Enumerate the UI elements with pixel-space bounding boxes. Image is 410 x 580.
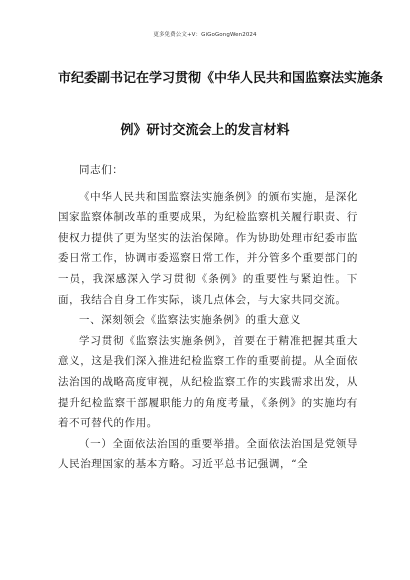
- paragraph-significance: 学习贯彻《监察法实施条例》，首要在于精准把握其重大意义，这是我们深入推进纪检监察工作的重要前提。从全面依法治国的战略高度审视，从纪检监察工作的实践需求出发，从提升纪检监察干部履职能力的角度考量，《条例》的实施均有着不可替代的作用。: [58, 334, 358, 430]
- subsection-1: （一）全面依法治国的重要举措。全面依法治国是党领导人民治理国家的基本方略。习近平总书记强调，“全: [58, 437, 358, 471]
- header-note: 更多免费公文+V：GiGoGongWen2024: [153, 32, 257, 38]
- section-heading-1: 一、深刻领会《监察法实施条例》的重大意义: [79, 314, 301, 327]
- document-title-line-2: 例》研讨交流会上的发言材料: [120, 123, 290, 138]
- document-title-line-1: 市纪委副书记在学习贯彻《中华人民共和国监察法实施条: [58, 71, 384, 86]
- paragraph-intro: 《中华人民共和国监察法实施条例》的颁布实施，是深化国家监察体制改革的重要成果，为纪检监察机关履行职责、行使权力提供了更为坚实的法治保障。作为协助处理市纪委市监委日常工作，协调市委巡察日常工作，并分管多个重要部门的一员，我深感深入学习贯彻《条例》的重要性与紧迫性。下面，我结合自身工作实际，谈几点体会，与大家共同交流。: [58, 190, 358, 306]
- document-body: [58, 160, 358, 475]
- salutation: 同志们：: [79, 164, 124, 176]
